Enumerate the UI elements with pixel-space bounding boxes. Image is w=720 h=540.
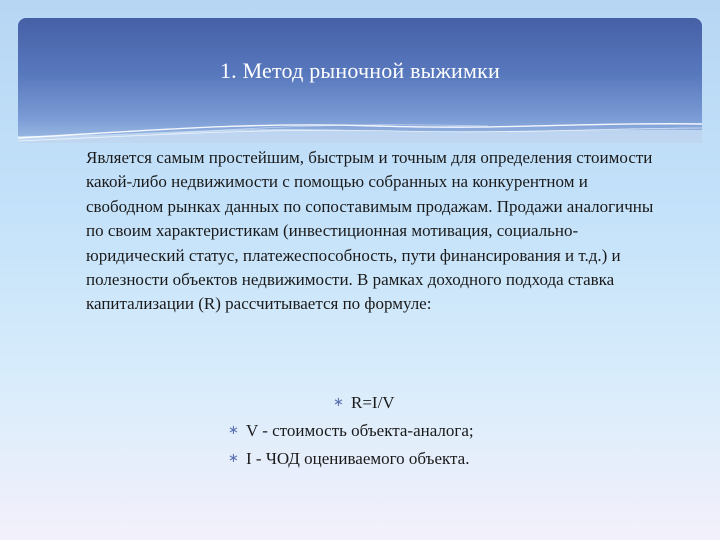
bullet-asterisk-icon: ∗ [228, 451, 239, 466]
list-item-text: V - стоимость объекта-аналога; [246, 421, 474, 440]
list-item-text: R=I/V [351, 393, 395, 412]
bullet-asterisk-icon: ∗ [228, 423, 239, 438]
bullet-asterisk-icon: ∗ [333, 395, 344, 410]
slide-title: 1. Метод рыночной выжимки [219, 58, 501, 83]
list-item [333, 393, 395, 413]
body-paragraph: Является самым простейшим, быстрым и точным для определения стоимости какой-либо недвижимости с помощью собранных на конкурентном и свободном рынках данных по сопоставимым продажам. Продажи аналогичны по своим характеристикам (инвестиционная мотивация, социально-юридический статус, платежеспособность, пути финансирования и т.д.) и полезности объектов недвижимости. В рамках доходного подхода ставка капитализации (R) рассчитывается по формуле: [86, 148, 654, 314]
list-item [228, 449, 469, 469]
list-item-text: I - ЧОД оцениваемого объекта. [246, 449, 470, 468]
list-item [228, 421, 474, 441]
